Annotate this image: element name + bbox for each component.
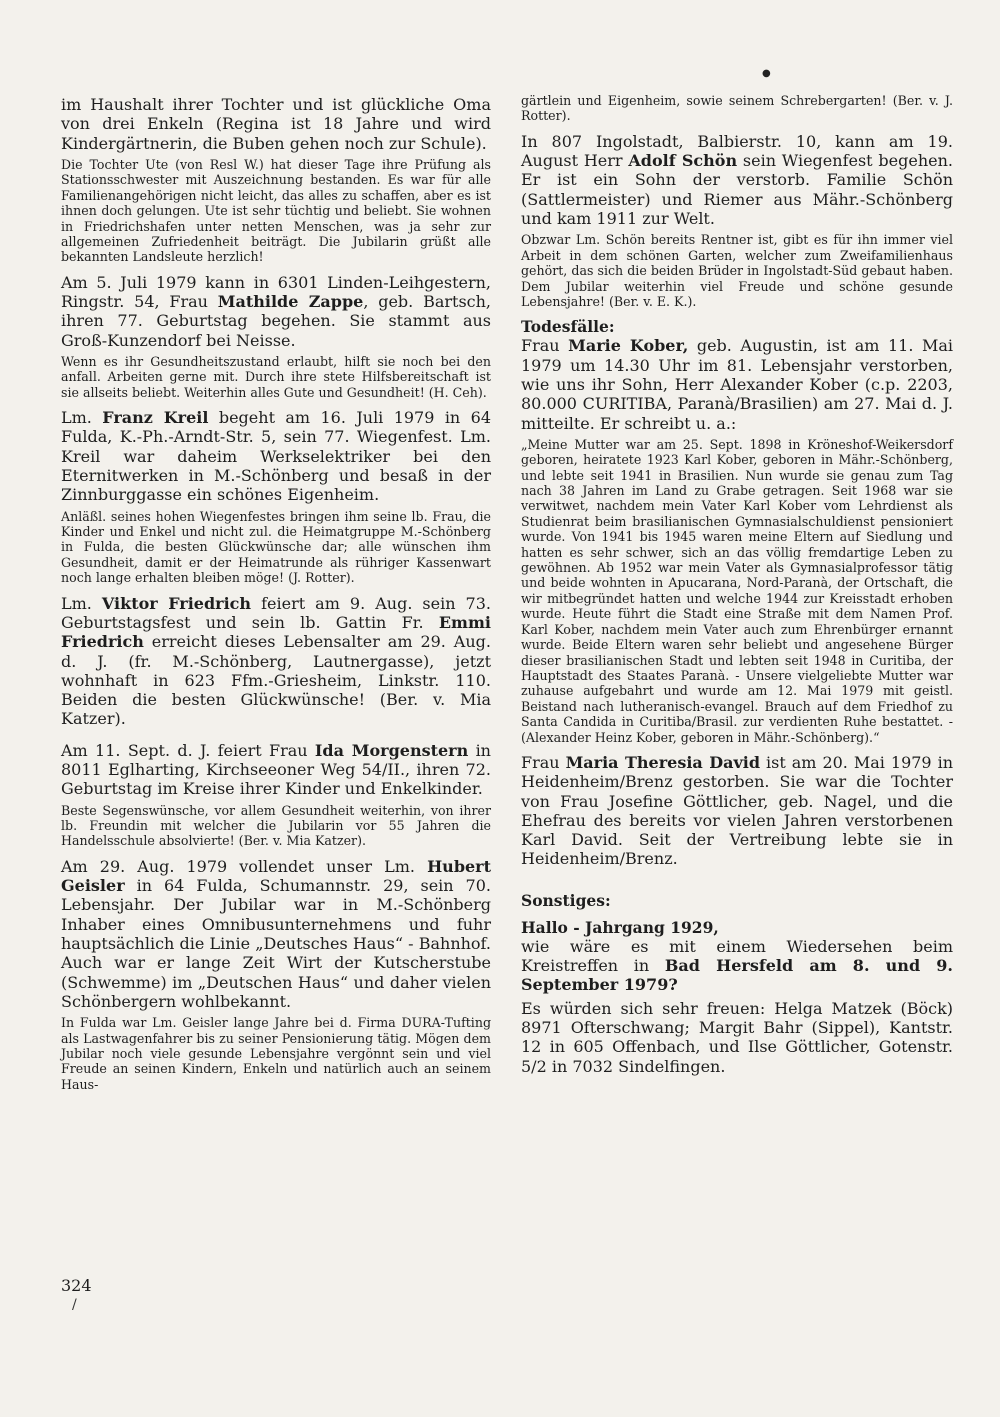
birthday-zappe-note: Wenn es ihr Gesundheitszustand erlaubt, hilft sie noch bei den anfall. Arbeiten gerne mit. Durch ihre stete Hilfsbereitschaft ist sie allseits beliebt. Weiterhin alles Gute und Gesundheit! (H. Ceh). [61, 353, 491, 400]
section-heading-sonstiges: Sonstiges: [521, 890, 611, 910]
article-continuation: im Haushalt ihrer Tochter und ist glückliche Oma von drei Enkeln (Regina ist 18 Jahre und wird Kindergärtnerin, die Buben gehen noch zur Schule). [61, 95, 491, 153]
birthday-morgenstern: Am 11. Sept. d. J. feiert Frau Ida Morgenstern in 8011 Eglharting, Kirchseeoner Weg 54/II., ihren 72. Geburtstag im Kreise ihrer Kinder und Enkelkinder. [61, 740, 491, 799]
birthday-kreil-note: Anläßl. seines hohen Wiegenfestes bringen ihm seine lb. Frau, die Kinder und Enkel und nicht zul. die Heimatgruppe M.-Schönberg in Fulda, die besten Glückwünsche dar; alle wünschen ihm Gesundheit, damit er der Heimatrunde als rühriger Kassenwart noch lange erhalten bleiben möge! (J. Rotter). [61, 508, 491, 586]
pencil-mark: / [72, 1297, 77, 1313]
schoenberg-continuation: gärtlein und Eigenheim, sowie seinem Schrebergarten! (Ber. v. J. Rotter). [521, 93, 953, 124]
birthday-kreil: Lm. Franz Kreil begeht am 16. Juli 1979 in 64 Fulda, K.-Ph.-Arndt-Str. 5, sein 77. Wiegenfest. Lm. Kreil war daheim Werkselektriker bei den Eternitwerken in M.-Schönberg und besaß in der Zinnburggasse ein schönes Eigenheim. [61, 408, 491, 505]
obituary-kober: Frau Marie Kober, geb. Augustin, ist am 11. Mai 1979 um 14.30 Uhr im 81. Lebensjahr verstorben, wie uns ihr Sohn, Herr Alexander Kober (c.p. 2203, 80.000 CURITIBA, Paranà/Brasilien) am 27. Mai d. J. mitteilte. Er schreibt u. a.: [521, 336, 954, 433]
reunion-contacts: Es würden sich sehr freuen: Helga Matzek (Böck) 8971 Ofterschwang; Margit Bahr (Sippel), Kantstr. 12 in 605 Offenbach, und Ilse Göttlicher, Gotenstr. 5/2 in 7032 Sindelfingen. [521, 998, 953, 1076]
article-note: Die Tochter Ute (von Resl W.) hat dieser Tage ihre Prüfung als Stationsschwester mit Auszeichnung bestanden. Es war für alle Familienangehörigen nicht leicht, das alles zu schaffen, aber es ist ihnen doch gelungen. Ute ist sehr tüchtig und beliebt. Sie wohnen in Friedrichshafen unter netten Menschen, was ja sehr zur allgemeinen Zufriedenheit beiträgt. Die Jubilarin grüßt alle bekannten Landsleute herzlich! [61, 156, 491, 265]
birthday-schoen-note: Obzwar Lm. Schön bereits Rentner ist, gibt es für ihn immer viel Arbeit in dem schönen Garten, welcher zum Zweifamilienhaus gehört, das sich die beiden Brüder in Ingolstadt-Süd gebaut haben. Dem Jubilar weiterhin viel Freude und schöne gesunde Lebensjahre! (Ber. v. E. K.). [521, 232, 953, 309]
page-number: 324 [61, 1276, 92, 1295]
hallo-heading: Hallo - Jahrgang 1929, [521, 917, 719, 937]
obituary-david: Frau Maria Theresia David ist am 20. Mai 1979 in Heidenheim/Brenz gestorben. Sie war die Tochter von Frau Josefine Göttlicher, geb. Nagel, und die Ehefrau des bereits vor vielen Jahren verstorbenen Karl David. Seit der Vertreibung lebte sie in Heidenheim/Brenz. [521, 752, 953, 869]
left-column [61, 95, 491, 1100]
birthday-friedrich: Lm. Viktor Friedrich feiert am 9. Aug. sein 73. Geburtstagsfest und sein lb. Gattin Fr. Emmi Friedrich erreicht dieses Lebensalter am 29. Aug. d. J. (fr. M.-Schönberg, Lautnergasse), jetzt wohnhaft in 623 Ffm.-Griesheim, Linkstr. 110. Beiden die besten Glückwünsche! (Ber. v. Mia Katzer). [61, 593, 492, 729]
reunion-notice: wie wäre es mit einem Wiedersehen beim Kreistreffen in Bad Hersfeld am 8. und 9. September 1979? [521, 936, 953, 995]
obituary-kober-quote: „Meine Mutter war am 25. Sept. 1898 in Kröneshof-Weikersdorf geboren, heiratete 1923 Karl Kober, geboren in Mähr.-Schönberg, und lebte seit 1941 in Brasilien. Nun wurde sie genau zum Tag nach 38 Jahren im Land zu Grabe getragen. Seit 1968 war sie verwitwet, nachdem mein Vater Karl Kober vom Lehrdienst als Studienrat beim brasilianischen Gymnasialschuldienst pensioniert wurde. Von 1941 bis 1945 waren meine Eltern auf Siedlung und hatten es sehr schwer, sich an das völlig fremdartige Leben zu gewöhnen. Ab 1952 war mein Vater als Gymnasialprofessor tätig und beide wohnten in Apucarana, Nord-Paranà, der Ortschaft, die wir mitbegründet hatten und welche 1944 zur Kreisstadt erhoben wurde. Heute führt die Stadt eine Straße mit dem Namen Prof. Karl Kober, nachdem mein Vater auch zum Ehrenbürger ernannt wurde. Beide Eltern waren sehr beliebt und angesehene Bürger dieser brasilianischen Stadt und lebten seit 1948 in Curitiba, der Hauptstadt des Staates Paranà. - Unsere vielgeliebte Mutter war zuhause aufgebahrt und wurde am 12. Mai 1979 mit geistl. Beistand nach lutheranisch-evangel. Brauch auf dem Friedhof zu Santa Candida in Curitiba/Brasil. zur verdienten Ruhe bestattet. - (Alexander Heinz Kober, geboren in Mähr.-Schönberg).“ [521, 436, 953, 745]
section-heading-todesfaelle: Todesfälle: [521, 317, 615, 337]
birthday-schoen: In 807 Ingolstadt, Balbierstr. 10, kann am 19. August Herr Adolf Schön sein Wiegenfest begehen. Er ist ein Sohn der verstorb. Familie Schön (Sattlermeister) und Riemer aus Mähr.-Schönberg und kam 1911 zur Welt. [521, 131, 953, 228]
right-column [521, 93, 953, 1080]
birthday-zappe: Am 5. Juli 1979 kann in 6301 Linden-Leihgestern, Ringstr. 54, Frau Mathilde Zappe, geb. Bartsch, ihren 77. Geburtstag begehen. Sie stammt aus Groß-Kunzendorf bei Neisse. [61, 272, 492, 350]
birthday-geisler: Am 29. Aug. 1979 vollendet unser Lm. Hubert Geisler in 64 Fulda, Schumannstr. 29, sein 70. Lebensjahr. Der Jubilar war in M.-Schönberg Inhaber eines Omnibusunternehmens und fuhr hauptsächlich die Linie „Deutsches Haus“ - Bahnhof. Auch war er lange Zeit Wirt der Kutscherstube (Schwemme) im „Deutschen Haus“ und daher vielen Schönbergern wohlbekannt. [61, 856, 491, 1011]
ink-dot: ● [762, 68, 771, 79]
birthday-morgenstern-note: Beste Segenswünsche, vor allem Gesundheit weiterhin, von ihrer lb. Freundin mit welcher die Jubilarin vor 55 Jahren die Handelsschule absolvierte! (Ber. v. Mia Katzer). [61, 802, 491, 849]
birthday-geisler-note: In Fulda war Lm. Geisler lange Jahre bei d. Firma DURA-Tufting als Lastwagenfahrer bis zu seiner Pensionierung tätig. Mögen dem Jubilar noch viele gesunde Lebensjahre vergönnt sein und viel Freude an seinen Kindern, Enkeln und natürlich auch an seinem Haus- [61, 1015, 491, 1092]
